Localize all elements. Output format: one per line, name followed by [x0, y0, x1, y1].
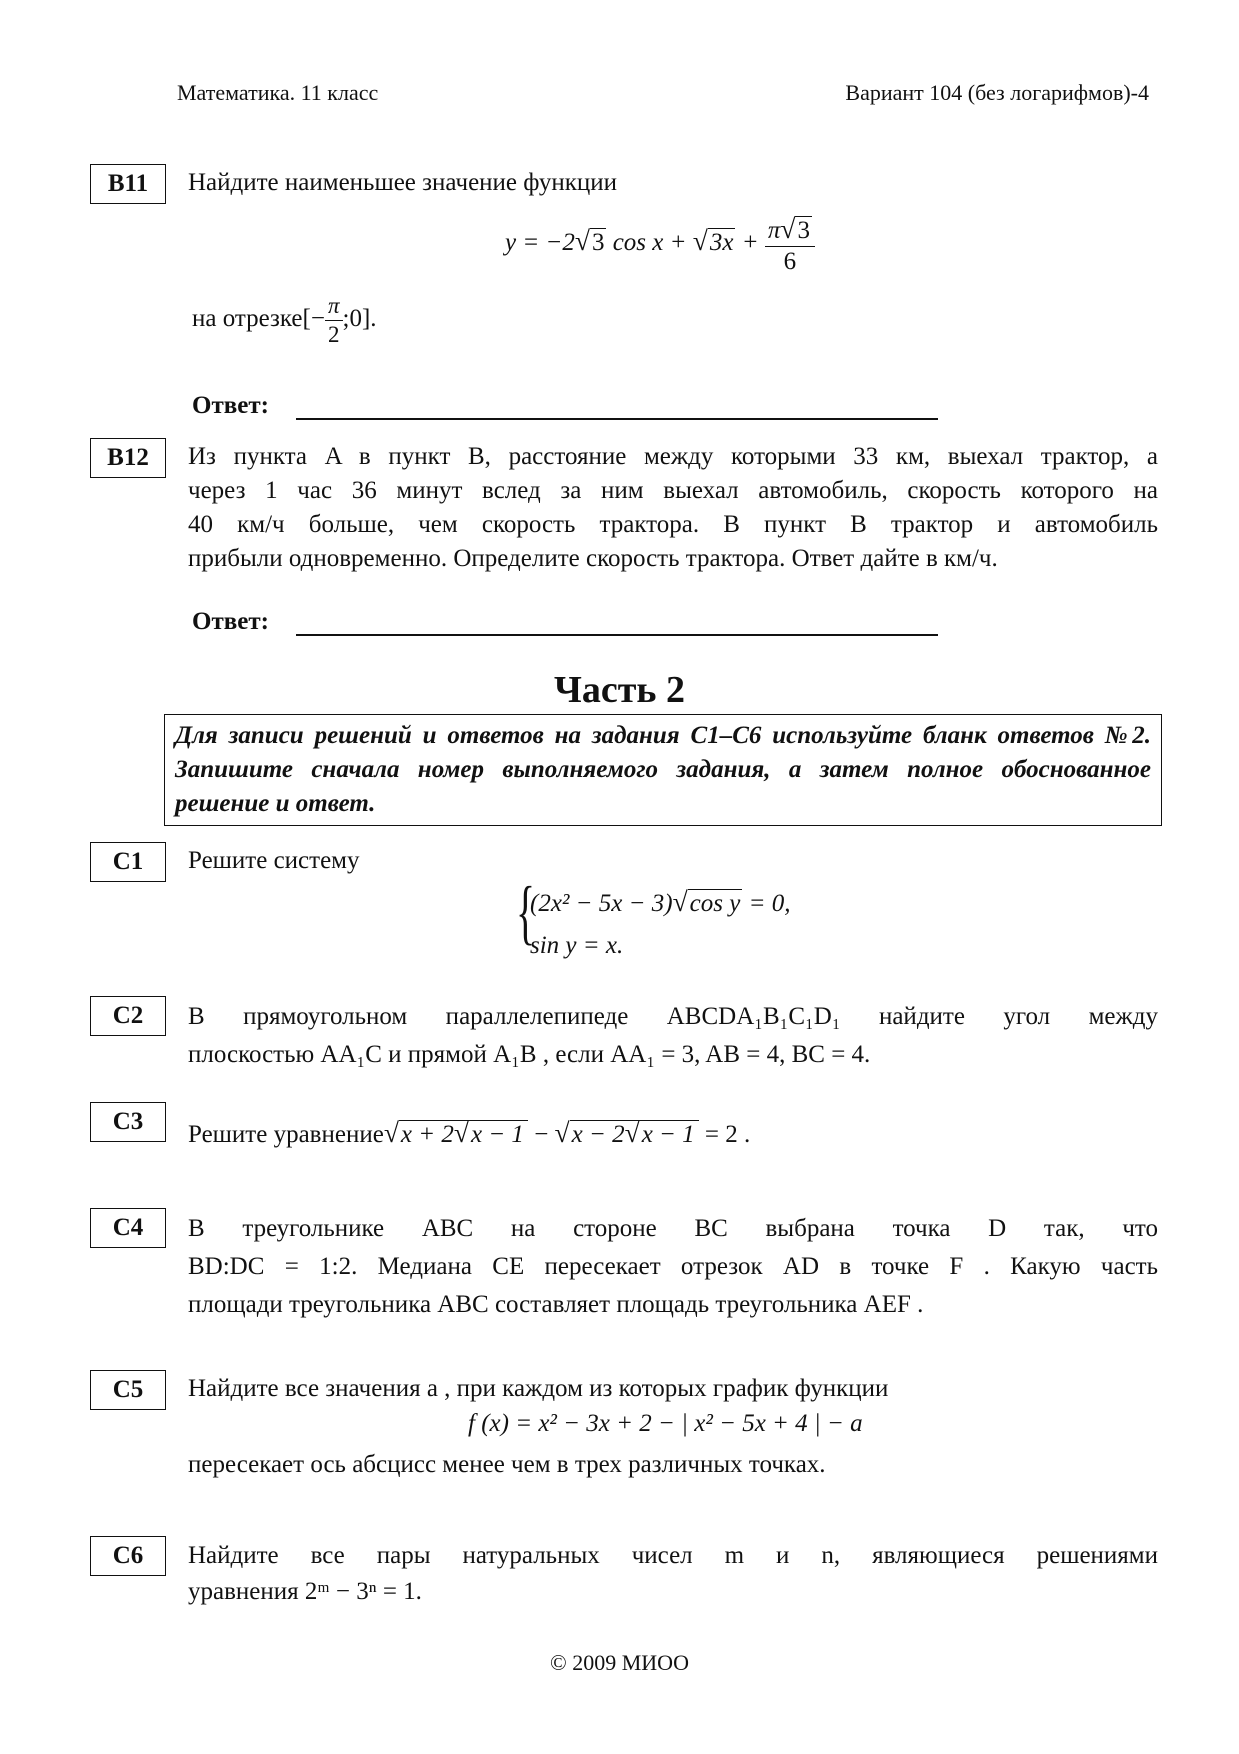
- b11-formula-root2: 3x: [709, 229, 734, 257]
- c2-text: [188, 998, 1158, 1074]
- b12-answer-label: Ответ:: [192, 608, 269, 635]
- header-subject: Математика. 11 класс: [177, 80, 379, 105]
- part2-title: Часть 2: [553, 669, 685, 711]
- b11-interval-fraction: [325, 292, 343, 348]
- c3-root-b-inner: x − 1: [641, 1121, 695, 1148]
- b11-formula-mid: cos x +: [606, 229, 693, 257]
- b11-answer-label: Ответ:: [192, 392, 269, 419]
- c3-root-a-inner: x − 1: [470, 1121, 524, 1148]
- task-label-c3: C3: [90, 1102, 166, 1142]
- b11-formula-plus: +: [735, 229, 765, 257]
- task-label-b12: B12: [90, 438, 166, 478]
- c1-eq2: sin y = x.: [530, 932, 624, 959]
- c1-brace-icon: {: [516, 872, 536, 952]
- b11-formula-fraction: $\frac{\pi√3}{6}$: [765, 212, 815, 277]
- task-label-c6: C6: [90, 1536, 166, 1576]
- b11-interval-den: 2: [327, 321, 340, 347]
- c5-line-1: Найдите все значения a , при каждом из которых график функции: [188, 1375, 889, 1402]
- c6-line-1: Найдите все пары натуральных чисел m и n, являющиеся решениями: [188, 1542, 1158, 1569]
- b11-interval-close: ;0].: [342, 304, 377, 332]
- b12-text: [188, 440, 1158, 576]
- task-label-c4: C4: [90, 1208, 166, 1248]
- b11-frac-den: 6: [783, 248, 797, 275]
- c3-prefix: Решите уравнение: [188, 1121, 384, 1148]
- b11-interval-num: π: [325, 292, 343, 321]
- c2-line-1: В прямоугольном параллелепипеде ABCDA₁B₁C₁D₁ найдите угол между: [188, 1003, 1158, 1030]
- task-label-c1: C1: [90, 842, 166, 882]
- b11-answer-line[interactable]: [296, 418, 938, 420]
- c4-text: [188, 1210, 1158, 1324]
- c5-formula: f (x) = x² − 3x + 2 − | x² − 5x + 4 | − a: [468, 1410, 863, 1437]
- c4-line-2: BD:DC = 1:2. Медиана CE пересекает отрезок AD в точке F . Какую часть: [188, 1253, 1158, 1280]
- task-label-b11: B11: [90, 164, 166, 204]
- b11-text: Найдите наименьшее значение функции: [188, 169, 618, 196]
- footer-copyright: © 2009 МИОО: [550, 1650, 689, 1675]
- b11-interval-prefix: на отрезке: [192, 304, 303, 332]
- b11-formula-root1: 3: [591, 229, 605, 257]
- b12-answer-line[interactable]: [296, 634, 938, 636]
- b11-formula: y = −2√3 cos x + √3x + $\frac{\pi√3}{6}$: [505, 212, 815, 277]
- c3-text: Решите уравнение√x + 2√x − 1 − √x − 2√x − 1 = 2 .: [188, 1117, 751, 1148]
- b11-interval: [192, 292, 377, 348]
- b12-line-4: прибыли одновременно. Определите скорость трактора. Ответ дайте в км/ч.: [188, 545, 998, 572]
- c5-line-2: пересекает ось абсцисс менее чем в трех различных точках.: [188, 1451, 826, 1478]
- c1-text: Решите систему: [188, 847, 360, 874]
- c3-minus: −: [527, 1121, 555, 1148]
- c1-eq1-end: = 0,: [742, 890, 791, 917]
- c3-root-a: x + 2√x − 1: [399, 1120, 528, 1148]
- c3-root-a-text: x + 2: [400, 1121, 454, 1148]
- b12-line-1: Из пункта A в пункт B, расстояние между которыми 33 км, выехал трактор, а: [188, 443, 1158, 470]
- b11-formula-lhs: y = −2: [505, 229, 575, 257]
- c6-line-2: уравнения 2ᵐ − 3ⁿ = 1.: [188, 1578, 422, 1605]
- task-label-c2: C2: [90, 996, 166, 1036]
- task-label-c5: C5: [90, 1370, 166, 1410]
- b11-frac-root: 3: [797, 217, 810, 244]
- c3-root-b: x − 2√x − 1: [570, 1120, 699, 1148]
- c6-text: [188, 1538, 1158, 1610]
- b12-line-2: через 1 час 36 минут вслед за ним выехал автомобиль, скорость которого на: [188, 477, 1158, 504]
- b11-interval-open: [−: [302, 304, 325, 332]
- part2-instructions: Для записи решений и ответов на задания С1–С6 используйте бланк ответов №2. Запишите сначала номер выполняемого задания, а затем полное обоснованное решение и ответ.: [164, 714, 1162, 826]
- c1-eq1-left: (2x² − 5x − 3): [530, 890, 673, 917]
- b12-line-3: 40 км/ч больше, чем скорость трактора. В пункт B трактор и автомобиль: [188, 511, 1158, 538]
- c4-line-1: В треугольнике ABC на стороне BC выбрана точка D так, что: [188, 1215, 1158, 1242]
- c3-root-b-text: x − 2: [571, 1121, 625, 1148]
- c2-line-2: плоскостью AA₁C и прямой A₁B , если AA₁ = 3, AB = 4, BC = 4.: [188, 1041, 871, 1068]
- header-variant: Вариант 104 (без логарифмов)-4: [845, 80, 1149, 105]
- c1-eq1-root: cos y: [689, 890, 741, 917]
- c4-line-3: площади треугольника ABC составляет площадь треугольника AEF .: [188, 1291, 924, 1318]
- b11-frac-pi: π: [767, 217, 781, 244]
- c1-eq1: (2x² − 5x − 3)√cos y = 0,: [530, 886, 791, 917]
- c3-end: = 2 .: [698, 1121, 751, 1148]
